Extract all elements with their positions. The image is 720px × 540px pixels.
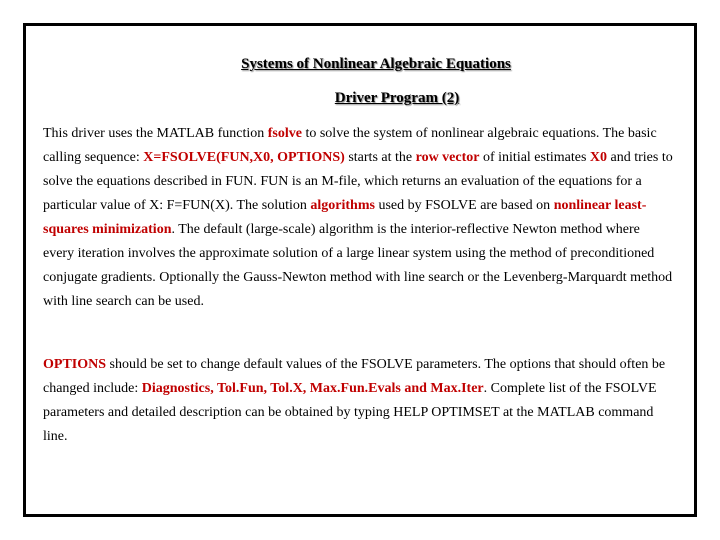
slide-frame xyxy=(23,23,697,517)
keyword-nonlinear-least-squares: nonlinear least- squares minimization xyxy=(43,198,647,237)
text-run: used by FSOLVE are based on xyxy=(374,198,554,213)
keyword-x0: X0 xyxy=(589,150,608,165)
slide-subtitle: Driver Program (2) xyxy=(334,90,460,106)
paragraph-intro xyxy=(43,122,673,314)
text-run: to solve the system of nonlinear algebraic equations. The basic calling sequence: xyxy=(43,126,657,165)
text-run: . The default (large-scale) algorithm is the interior-reflective Newton method where every iteration involves the approximate solution of a large linear system using the method of preconditioned conjugate gradients. Optionally the Gauss-Newton method with line search or the Levenberg-Marquardt method with line search can be used. xyxy=(43,222,673,309)
keyword-algorithms: algorithms xyxy=(310,198,375,213)
keyword-row-vector: row vector xyxy=(415,150,480,165)
option-parameters: Diagnostics, Tol.Fun, Tol.X, Max.Fun.Evals and Max.Iter xyxy=(141,381,484,396)
text-run: and tries to solve the equations described in FUN. FUN is an M-file, which returns an evaluation of the equations for a particular value of X: F=FUN(X). The solution xyxy=(43,150,673,213)
keyword-options: OPTIONS xyxy=(43,357,107,372)
slide-title: Systems of Nonlinear Algebraic Equations xyxy=(241,56,511,72)
text-run: starts at the xyxy=(344,150,416,165)
text-run: This driver uses the MATLAB function xyxy=(43,126,268,141)
calling-sequence: X=FSOLVE(FUN,X0, OPTIONS) xyxy=(143,150,345,165)
text-run: . Complete list of the FSOLVE parameters and detailed description can be obtained by typing HELP OPTIMSET at the MATLAB command line. xyxy=(43,381,657,444)
keyword-fsolve: fsolve xyxy=(267,126,302,141)
text-run: of initial estimates xyxy=(479,150,590,165)
text-run: should be set to change default values of the FSOLVE parameters. The options that should often be changed include: xyxy=(43,357,666,396)
paragraph-options xyxy=(43,353,673,449)
